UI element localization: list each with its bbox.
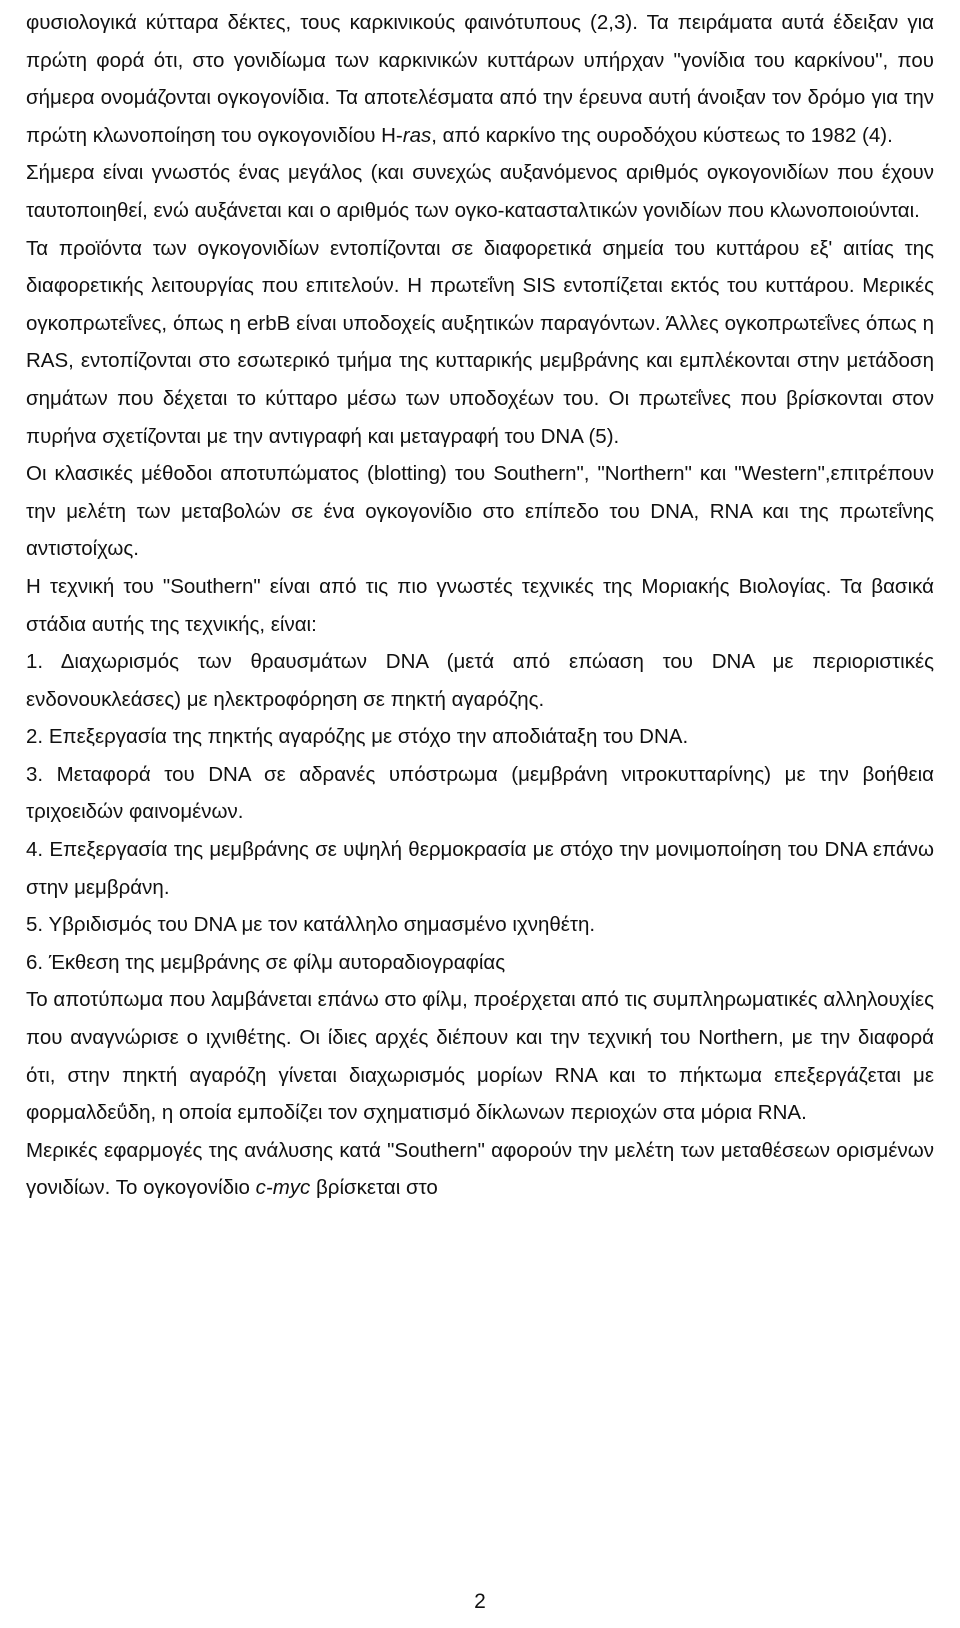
paragraph-text: Τα προϊόντα των ογκογονιδίων εντοπίζονται σε διαφορετικά σημεία του κυττάρου εξ' αιτίας της διαφορετικής λειτουργίας που επιτελούν. Η πρωτεΐνη SIS εντοπίζεται εκτός του κυττάρου. Μερικές ογκοπρωτεΐνες, όπως η erbB είναι υποδοχείς αυξητικών παραγόντων. Άλλες ογκοπρωτεΐνες όπως η RAS, εντοπίζονται στο εσωτερικό τμήμα της κυτταρικής μεμβράνης και εμπλέκονται στην μετάδοση σημάτων που δέχεται το κύτταρο μέσω των υποδοχέων του. Οι πρωτεΐνες που βρίσκονται στον πυρήνα σχετίζονται με την αντιγραφή και μεταγραφή του DNA (5).: [26, 236, 934, 448]
paragraph-text: Η τεχνική του "Southern" είναι από τις πιο γνωστές τεχνικές της Μοριακής Βιολογίας. Τα βασικά στάδια αυτής της τεχνικής, είναι:: [26, 574, 934, 636]
paragraph-southern-intro: [26, 568, 934, 643]
paragraph-blotting-methods: [26, 455, 934, 568]
paragraph-text: Το αποτύπωμα που λαμβάνεται επάνω στο φίλμ, προέρχεται από τις συμπληρωματικές αλληλουχίες που αναγνώρισε ο ιχνιθέτης. Οι ίδιες αρχές διέπουν και την τεχνική του Northern, με την διαφορά ότι, στην πηκτή αγαρόζη γίνεται διαχωρισμός μορίων RNA και το πήκτωμα επεξεργάζεται με φορμαλδεΰδη, η οποία εμποδίζει τον σχηματισμό δίκλωνων περιοχών στα μόρια RNA.: [26, 988, 934, 1125]
paragraph-oncoprotein-location: [26, 230, 934, 456]
list-item-step-1: [26, 643, 934, 718]
paragraph-text: , από καρκίνο της ουροδόχου κύστεως το 1982 (4).: [431, 123, 893, 147]
step-number: 5.: [26, 913, 44, 937]
paragraph-text: Οι κλασικές μέθοδοι αποτυπώματος (blotting) του Southern", "Northern" και "Western",επιτρέπουν την μελέτη των μεταβολών σε ένα ογκογονίδιο στο επίπεδο του DNA, RNA και της πρωτεΐνης αντιστοίχως.: [26, 462, 934, 561]
list-item-step-3: [26, 756, 934, 831]
paragraph-text: βρίσκεται στο: [310, 1176, 438, 1200]
step-text: Επεξεργασία της πηκτής αγαρόζης με στόχο την αποδιάταξη του DNA.: [48, 725, 689, 749]
document-page: [26, 4, 934, 1207]
italic-gene-name: ras: [402, 123, 432, 147]
step-text: Μεταφορά του DNA σε αδρανές υπόστρωμα (μεμβράνη νιτροκυτταρίνης) με την βοήθεια τριχοειδών φαινομένων.: [26, 762, 934, 824]
step-text: Επεξεργασία της μεμβράνης σε υψηλή θερμοκρασία με στόχο την μονιμοποίηση του DNA επάνω στην μεμβράνη.: [26, 838, 934, 899]
step-text: Υβριδισμός του DNA με τον κατάλληλο σημασμένο ιχνηθέτη.: [48, 913, 596, 937]
paragraph-known-oncogenes: [26, 154, 934, 229]
step-number: 4.: [26, 838, 44, 862]
step-number: 3.: [26, 762, 44, 786]
list-item-step-4: [26, 831, 934, 906]
paragraph-text: Μερικές εφαρμογές της ανάλυσης κατά "Southern" αφορούν την μελέτη των μεταθέσεων ορισμένων γονιδίων. Το ογκογονίδιο: [26, 1138, 934, 1200]
paragraph-autoradiography-result: [26, 981, 934, 1131]
italic-gene-name: c-myc: [255, 1176, 311, 1200]
paragraph-oncogene-discovery: [26, 4, 934, 154]
paragraph-text: φυσιολογικά κύτταρα δέκτες, τους καρκινικούς φαινότυπους (2,3). Τα πειράματα αυτά έδειξαν για πρώτη φορά ότι, στο γονιδίωμα των καρκινικών κυττάρων υπήρχαν "γονίδια του καρκίνου", που σήμερα ονομάζονται ογκογονίδια. Τα αποτελέσματα από την έρευνα αυτή άνοιξαν τον δρόμο για την πρώτη κλωνοποίηση του ογκογονιδίου H-: [26, 11, 934, 147]
step-text: Διαχωρισμός των θραυσμάτων DNA (μετά από επώαση του DNA με περιοριστικές ενδονουκλεάσες) με ηλεκτροφόρηση σε πηκτή αγαρόζης.: [26, 650, 934, 711]
list-item-step-2: [26, 718, 934, 756]
list-item-step-6: [26, 944, 934, 982]
step-number: 6.: [26, 950, 44, 974]
step-text: Έκθεση της μεμβράνης σε φίλμ αυτοραδιογραφίας: [48, 950, 506, 974]
step-number: 2.: [26, 725, 44, 749]
page-number: 2: [474, 1590, 486, 1613]
list-item-step-5: [26, 906, 934, 944]
step-number: 1.: [26, 650, 44, 674]
paragraph-text: Σήμερα είναι γνωστός ένας μεγάλος (και συνεχώς αυξανόμενος αριθμός ογκογονιδίων που έχουν ταυτοποιηθεί, ενώ αυξάνεται και ο αριθμός των ογκο-κατασταλτικών γονιδίων που κλωνοποιούνται.: [26, 161, 934, 222]
paragraph-southern-applications: [26, 1132, 934, 1207]
